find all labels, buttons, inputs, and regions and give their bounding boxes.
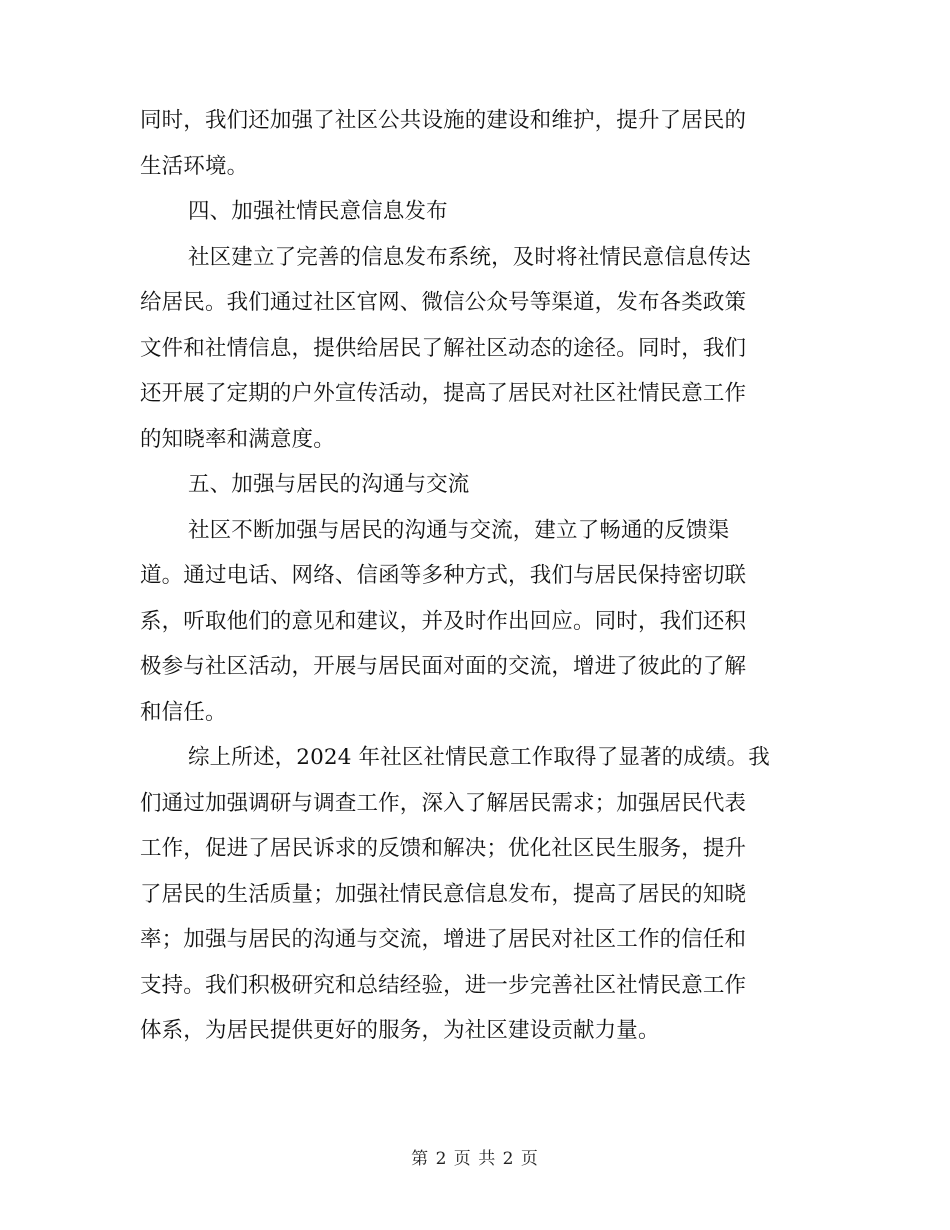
- body-line: 工作，促进了居民诉求的反馈和解决；优化社区民生服务，提升: [140, 836, 747, 861]
- body-line: 了居民的生活质量；加强社情民意信息发布，提高了居民的知晓: [140, 881, 747, 907]
- section-heading: 四、加强社情民意信息发布: [188, 199, 448, 224]
- body-line: 支持。我们积极研究和总结经验，进一步完善社区社情民意工作: [140, 972, 747, 998]
- body-line: 和信任。: [140, 699, 227, 725]
- body-line: 同时，我们还加强了社区公共设施的建设和维护，提升了居民的: [140, 108, 747, 133]
- body-line: 还开展了定期的户外宣传活动，提高了居民对社区社情民意工作: [140, 381, 747, 406]
- body-line: 们通过加强调研与调查工作，深入了解居民需求；加强居民代表: [140, 790, 747, 816]
- body-line: 综上所述，2024 年社区社情民意工作取得了显著的成绩。我: [188, 745, 770, 770]
- body-line: 体系，为居民提供更好的服务，为社区建设贡献力量。: [140, 1018, 660, 1043]
- body-line: 给居民。我们通过社区官网、微信公众号等渠道，发布各类政策: [140, 290, 747, 315]
- body-line: 文件和社情信息，提供给居民了解社区动态的途径。同时，我们: [140, 335, 747, 361]
- body-line: 道。通过电话、网络、信函等多种方式，我们与居民保持密切联: [140, 563, 747, 588]
- page-number-footer: 第 2 页 共 2 页: [411, 1149, 539, 1169]
- body-line: 社区不断加强与居民的沟通与交流，建立了畅通的反馈渠: [188, 517, 730, 543]
- body-line: 生活环境。: [140, 153, 249, 179]
- document-body: [140, 98, 800, 1054]
- body-line: 极参与社区活动，开展与居民面对面的交流，增进了彼此的了解: [140, 654, 747, 679]
- body-line: 社区建立了完善的信息发布系统，及时将社情民意信息传达: [188, 244, 751, 270]
- section-heading: 五、加强与居民的沟通与交流: [188, 472, 470, 497]
- body-line: 率；加强与居民的沟通与交流，增进了居民对社区工作的信任和: [140, 927, 747, 952]
- body-line: 的知晓率和满意度。: [140, 426, 335, 452]
- body-line: 系，听取他们的意见和建议，并及时作出回应。同时，我们还积: [140, 608, 747, 634]
